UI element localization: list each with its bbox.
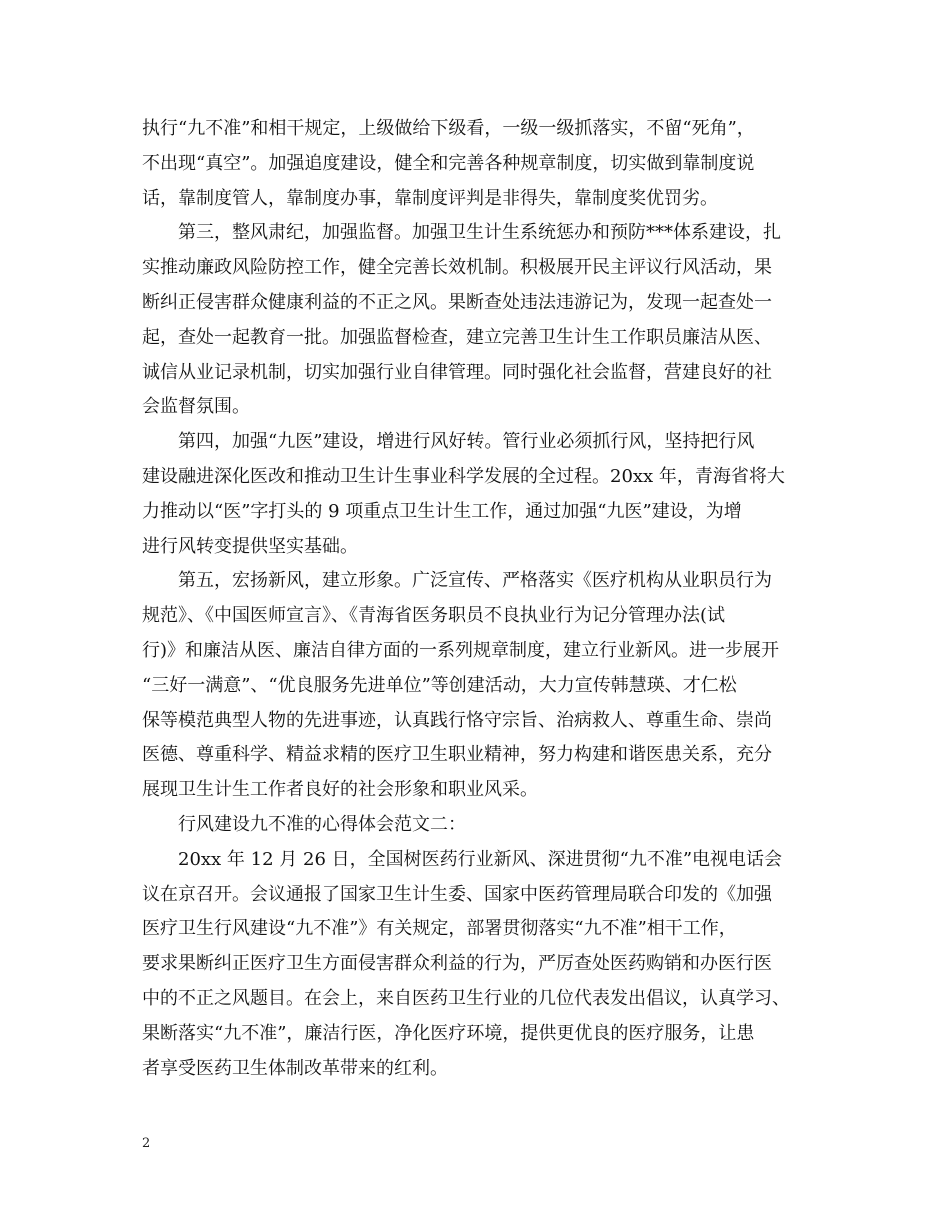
text-line: 力推动以“医”字打头的 9 项重点卫生计生工作，通过加强“九医”建设，为增	[142, 500, 742, 522]
text-line: 要求果断纠正医疗卫生方面侵害群众利益的行为，严厉查处医药购销和办医行医	[142, 953, 772, 975]
text-line: 展现卫生计生工作者良好的社会形象和职业风采。	[142, 779, 538, 801]
text-line: 起，查处一起教育一批。加强监督检查，建立完善卫生计生工作职员廉洁从医、	[142, 326, 772, 348]
text-line: 20xx 年 12 月 26 日，全国树医药行业新风、深进贯彻“九不准”电视电话会	[178, 848, 783, 870]
page-number: 2	[142, 1136, 151, 1151]
text-line: 话，靠制度管人，靠制度办事，靠制度评判是非得失，靠制度奖优罚劣。	[142, 187, 718, 209]
text-line: 实推动廉政风险防控工作，健全完善长效机制。积极展开民主评议行风活动，果	[142, 257, 772, 279]
text-line: 第五，宏扬新风，建立形象。广泛宣传、严格落实《医疗机构从业职员行为	[178, 570, 772, 592]
text-line: 诚信从业记录机制，切实加强行业自律管理。同时强化社会监督，营建良好的社	[142, 361, 772, 383]
text-line: 第四，加强“九医”建设，增进行风好转。管行业必须抓行风，坚持把行风	[178, 431, 755, 453]
text-line: 者享受医药卫生体制改革带来的红利。	[142, 1057, 448, 1079]
text-line: 规范》、《中国医师宣言》、《青海省医务职员不良执业行为记分管理办法(试	[142, 605, 726, 627]
body-text	[142, 112, 822, 1086]
text-line: 行)》和廉洁从医、廉洁自律方面的一系列规章制度，建立行业新风。进一步展开	[142, 639, 780, 661]
text-line: 保等模范典型人物的先进事迹，认真践行恪守宗旨、治病救人、尊重生命、崇尚	[142, 709, 772, 731]
text-line: 中的不正之风题目。在会上，来自医药卫生行业的几位代表发出倡议，认真学习、	[142, 987, 790, 1009]
text-line: 行风建设九不准的心得体会范文二：	[178, 813, 466, 835]
text-line: 议在京召开。会议通报了国家卫生计生委、国家中医药管理局联合印发的《加强	[142, 883, 772, 905]
text-line: 医疗卫生行风建设“九不准”》有关规定，部署贯彻落实“九不准”相干工作，	[142, 918, 737, 940]
text-line: 会监督氛围。	[142, 396, 250, 418]
text-line: 第三，整风肃纪，加强监督。加强卫生计生系统惩办和预防***体系建设，扎	[178, 222, 781, 244]
text-line: 果断落实“九不准”，廉洁行医，净化医疗环境，提供更优良的医疗服务，让患	[142, 1022, 755, 1044]
text-line: 断纠正侵害群众健康利益的不正之风。果断查处违法违游记为，发现一起查处一	[142, 291, 772, 313]
text-line: 不出现“真空”。加强追度建设，健全和完善各种规章制度，切实做到靠制度说	[142, 152, 755, 174]
text-line: 进行风转变提供坚实基础。	[142, 535, 358, 557]
text-line: “三好一满意”、“优良服务先进单位”等创建活动，大力宣传韩慧瑛、才仁松	[142, 674, 737, 696]
text-line: 医德、尊重科学、精益求精的医疗卫生职业精神，努力构建和谐医患关系，充分	[142, 744, 772, 766]
text-line: 执行“九不准”和相干规定，上级做给下级看，一级一级抓落实，不留“死角”，	[142, 118, 755, 139]
text-line: 建设融进深化医改和推动卫生计生事业科学发展的全过程。20xx 年，青海省将大	[142, 465, 785, 487]
